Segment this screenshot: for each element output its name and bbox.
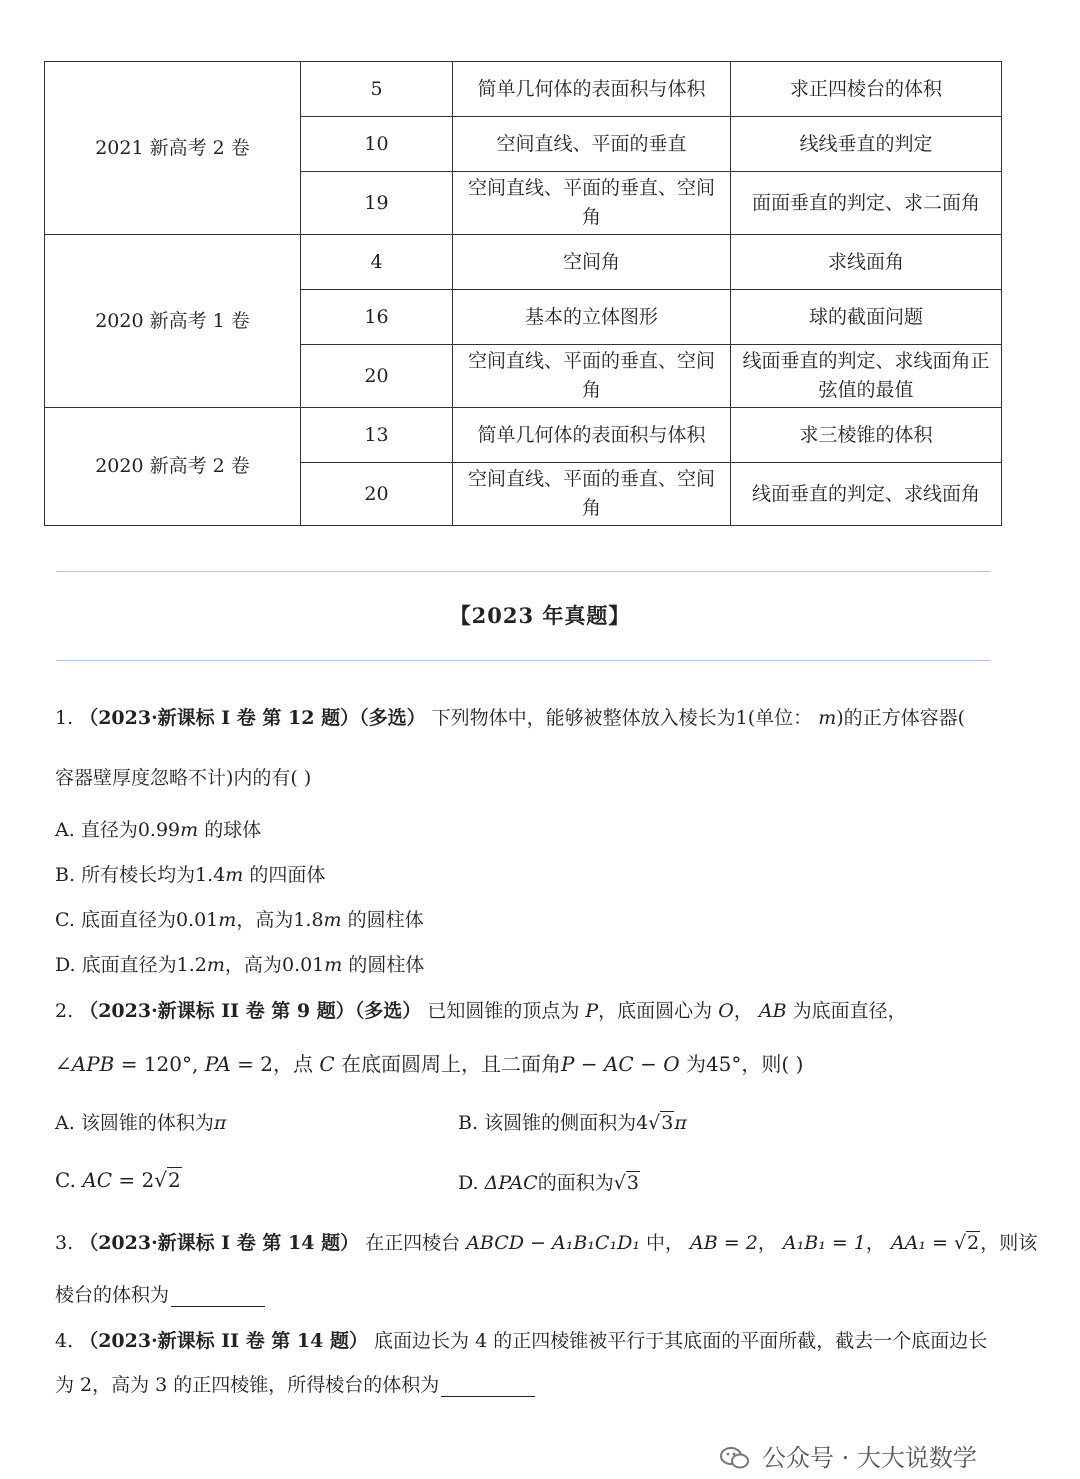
topic-cell: 空间直线、平面的垂直	[453, 117, 731, 172]
q1-stem-line2: 容器壁厚度忽略不计)内的有( )	[55, 767, 312, 789]
question-number-cell: 19	[301, 172, 453, 235]
q3-answer-blank[interactable]	[171, 1286, 265, 1307]
knowledge-point-cell: 线面垂直的判定、求线面角	[731, 463, 1002, 526]
exam-name-cell: 2020 新高考 1 卷	[45, 235, 301, 408]
topic-cell: 空间直线、平面的垂直、空间角	[453, 172, 731, 235]
q3-stem-line2: 棱台的体积为	[55, 1280, 265, 1307]
q2-option-c: C. AC = 2√2	[55, 1168, 181, 1192]
question-number-cell: 13	[301, 408, 453, 463]
topic-cell: 基本的立体图形	[453, 290, 731, 345]
knowledge-point-cell: 线面垂直的判定、求线面角正弦值的最值	[731, 345, 1002, 408]
question-number-cell: 20	[301, 345, 453, 408]
table-row	[45, 408, 1002, 463]
topic-cell: 空间直线、平面的垂直、空间角	[453, 345, 731, 408]
q2-stem-line2: ∠APB = 120°, PA = 2，点 C 在底面圆周上，且二面角P − AC − O 为45°，则( )	[55, 1052, 804, 1076]
exam-name-cell: 2020 新高考 2 卷	[45, 408, 301, 526]
knowledge-point-cell: 求三棱锥的体积	[731, 408, 1002, 463]
q2-option-d: D. ΔPAC的面积为√3	[458, 1172, 639, 1194]
q4-stem: 4. （2023·新课标 II 卷 第 14 题） 底面边长为 4 的正四棱锥被平行于其底面的平面所截，截去一个底面边长	[55, 1330, 988, 1352]
q2-stem: 2. （2023·新课标 II 卷 第 9 题）（多选） 已知圆锥的顶点为 P，底面圆心为 O， AB 为底面直径，	[55, 1000, 907, 1022]
question-number-cell: 4	[301, 235, 453, 290]
q3-stem: 3. （2023·新课标 I 卷 第 14 题） 在正四棱台 ABCD − A₁B₁C₁D₁ 中， AB = 2， A₁B₁ = 1， AA₁ = √2，则该	[55, 1232, 1038, 1254]
q1-option-b: B. 所有棱长均为1.4m 的四面体	[55, 864, 326, 886]
q4-stem-line2: 为 2，高为 3 的正四棱锥，所得棱台的体积为	[55, 1370, 535, 1397]
question-number-cell: 16	[301, 290, 453, 345]
wechat-icon	[720, 1446, 750, 1470]
knowledge-point-cell: 球的截面问题	[731, 290, 1002, 345]
question-number-cell: 5	[301, 62, 453, 117]
knowledge-point-cell: 线线垂直的判定	[731, 117, 1002, 172]
q4-answer-blank[interactable]	[441, 1376, 535, 1397]
watermark: 公众号 · 大大说数学	[720, 1438, 977, 1473]
question-number-cell: 10	[301, 117, 453, 172]
exam-name-cell: 2021 新高考 2 卷	[45, 62, 301, 235]
q1-option-a: A. 直径为0.99m 的球体	[55, 819, 262, 841]
exam-topic-table	[44, 61, 1002, 526]
q1-stem: 1. （2023·新课标 I 卷 第 12 题）（多选） 下列物体中，能够被整体放入棱长为1(单位： m)的正方体容器(	[55, 707, 966, 729]
topic-cell: 简单几何体的表面积与体积	[453, 62, 731, 117]
table-row	[45, 62, 1002, 117]
divider-top	[56, 571, 990, 572]
topic-cell: 空间角	[453, 235, 731, 290]
knowledge-point-cell: 求正四棱台的体积	[731, 62, 1002, 117]
topic-cell: 空间直线、平面的垂直、空间角	[453, 463, 731, 526]
q2-option-b: B. 该圆锥的侧面积为4√3π	[458, 1112, 687, 1134]
section-title: 【2023 年真题】	[449, 603, 631, 628]
knowledge-point-cell: 面面垂直的判定、求二面角	[731, 172, 1002, 235]
q1-option-d: D. 底面直径为1.2m，高为0.01m 的圆柱体	[55, 954, 425, 976]
q1-option-c: C. 底面直径为0.01m，高为1.8m 的圆柱体	[55, 909, 424, 931]
knowledge-point-cell: 求线面角	[731, 235, 1002, 290]
divider-bottom	[56, 660, 990, 661]
q2-option-a: A. 该圆锥的体积为π	[55, 1112, 227, 1134]
topic-cell: 简单几何体的表面积与体积	[453, 408, 731, 463]
question-number-cell: 20	[301, 463, 453, 526]
table-row	[45, 235, 1002, 290]
